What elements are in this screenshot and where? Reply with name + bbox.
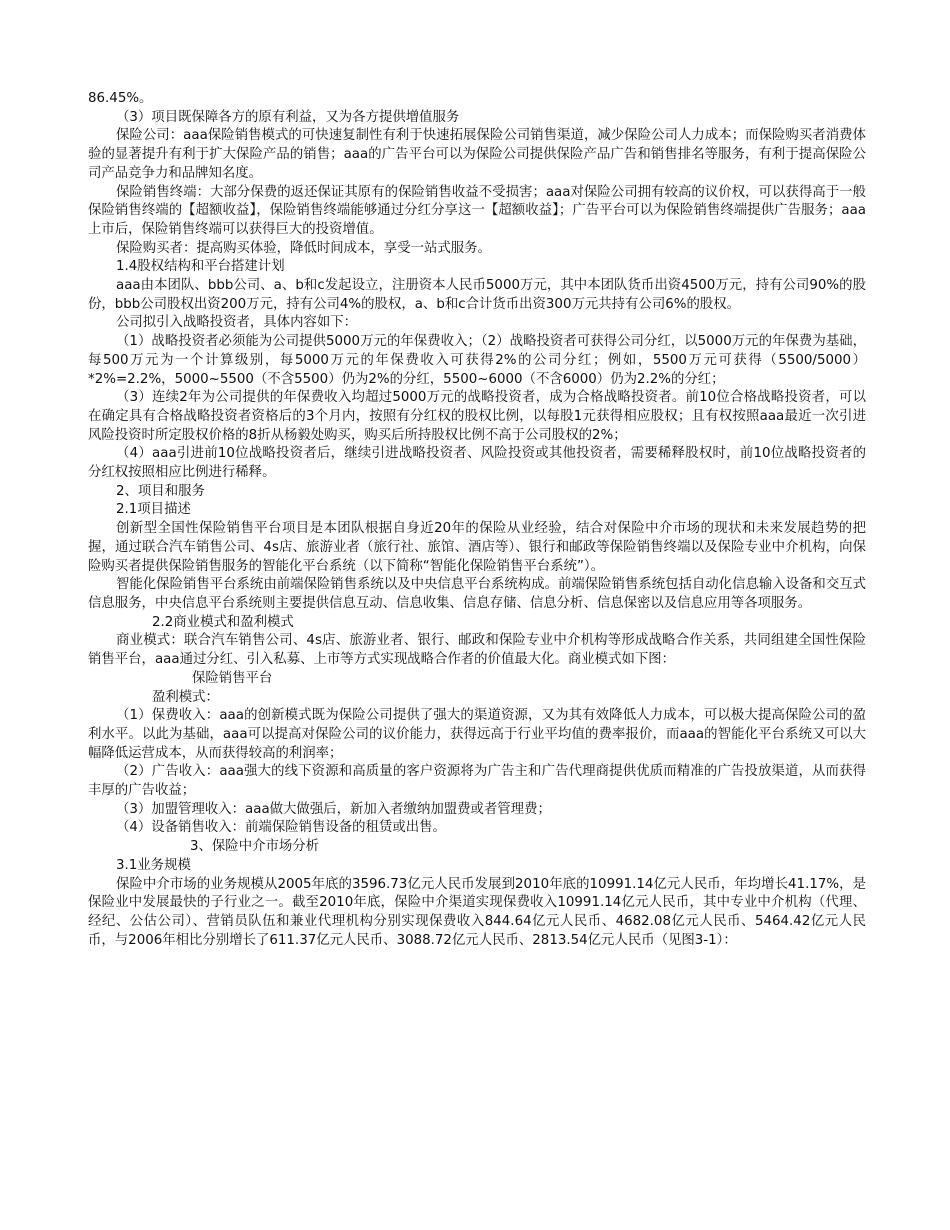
paragraph: 智能化保险销售平台系统由前端保险销售系统以及中央信息平台系统构成。前端保险销售系统包括自动化信息输入设备和交互式信息服务，中央信息平台系统则主要提供信息互动、信息收集、信息存储、信息分析、信息保密以及信息应用等各项服务。 [88,577,866,611]
paragraph: （3）加盟管理收入：aaa做大做强后，新加入者缴纳加盟费或者管理费； [116,801,551,817]
section-heading: 2.2商业模式和盈利模式 [152,614,294,630]
section-heading: 3.1业务规模 [116,857,191,873]
figure-caption: 保险销售平台 [192,670,273,686]
section-heading: 2、项目和服务 [116,483,205,499]
paragraph: 保险购买者：提高购买体验，降低时间成本，享受一站式服务。 [116,240,491,256]
paragraph: 保险销售终端：大部分保费的返还保证其原有的保险销售收益不受损害；aaa对保险公司拥有较高的议价权，可以获得高于一般保险销售终端的【超额收益】，保险销售终端能够通过分红分享这一【超额收益】；广告平台可以为保险销售终端提供广告服务；aaa上市后，保险销售终端可以获得巨大的投资增值。 [88,184,866,237]
section-heading: 2.1项目描述 [116,502,191,518]
subheading: 盈利模式： [152,689,219,705]
paragraph: （1）战略投资者必须能为公司提供5000万元的年保费收入；（2）战略投资者可获得公司分红，以5000万元的年保费为基础，每500万元为一个计算级别，每5000万元的年保费收入可获得2%的公司分红；例如，5500万元可获得（5500/5000）*2%=2.2%，5000~5500（不含5500）仍为2%的分红，5500~6000（不含6000）仍为2.2%的分红； [88,334,866,387]
paragraph: 86.45%。 [88,91,153,106]
paragraph: 保险公司：aaa保险销售模式的可快速复制性有利于快速拓展保险公司销售渠道，减少保险公司人力成本；而保险购买者消费体验的显著提升有利于扩大保险产品的销售；aaa的广告平台可以为保险公司提供保险产品广告和销售排名等服务，有利于提高保险公司产品竞争力和品牌知名度。 [88,128,866,181]
paragraph: （4）设备销售收入：前端保险销售设备的租赁或出售。 [116,820,446,836]
paragraph: （1）保费收入：aaa的创新模式既为保险公司提供了强大的渠道资源，又为其有效降低人力成本，可以极大提高保险公司的盈利水平。以此为基础，aaa可以提高对保险公司的议价能力，获得远高于行业平均值的费率报价，而aaa的智能化平台系统又可以大幅降低运营成本，从而获得较高的利润率； [88,708,866,761]
paragraph: 商业模式：联合汽车销售公司、4s店、旅游业者、银行、邮政和保险专业中介机构等形成战略合作关系，共同组建全国性保险销售平台，aaa通过分红、引入私募、上市等方式实现战略合作者的价值最大化。商业模式如下图： [88,633,866,668]
section-heading: 3、保险中介市场分析 [190,839,320,855]
paragraph: aaa由本团队、bbb公司、a、b和c发起设立，注册资本人民币5000万元，其中本团队货币出资4500万元，持有公司90%的股份，bbb公司股权出资200万元，持有公司4%的股权，a、b和c合计货币出资300万元共持有公司6%的股权。 [88,278,866,312]
paragraph: （3）项目既保障各方的原有利益，又为各方提供增值服务 [116,109,460,125]
paragraph: 保险中介市场的业务规模从2005年底的3596.73亿元人民币发展到2010年底的10991.14亿元人民币，年均增长41.17%，是保险业中发展最快的子行业之一。截至2010年底，保险中介渠道实现保费收入10991.14亿元人民币，其中专业中介机构（代理、经纪、公估公司）、营销员队伍和兼业代理机构分别实现保费收入844.64亿元人民币、4682.08亿元人民币、5464.42亿元人民币，与2006年相比分别增长了611.37亿元人民币、3088.72亿元人民币、2813.54亿元人民币（见图3-1）： [88,876,866,948]
paragraph: 创新型全国性保险销售平台项目是本团队根据自身近20年的保险从业经验，结合对保险中介市场的现状和未来发展趋势的把握，通过联合汽车销售公司、4s店、旅游业者（旅行社、旅馆、酒店等）、银行和邮政等保险销售终端以及保险专业中介机构，向保险购买者提供保险销售服务的智能化平台系统（以下简称“智能化保险销售平台系统”）。 [88,521,866,574]
paragraph: （4）aaa引进前10位战略投资者后，继续引进战略投资者、风险投资或其他投资者，需要稀释股权时，前10位战略投资者的分红权按照相应比例进行稀释。 [88,446,866,481]
section-heading: 1.4股权结构和平台搭建计划 [116,259,285,275]
paragraph: （3）连续2年为公司提供的年保费收入均超过5000万元的战略投资者，成为合格战略投资者。前10位合格战略投资者，可以在确定具有合格战略投资者资格后的3个月内，按照有分红权的股权比例，以每股1元获得相应股权；且有权按照aaa最近一次引进风险投资时所定股权价格的8折从杨毅处购买，购买后所持股权比例不高于公司股权的2%； [88,390,866,443]
paragraph: （2）广告收入：aaa强大的线下资源和高质量的客户资源将为广告主和广告代理商提供优质而精准的广告投放渠道，从而获得丰厚的广告收益； [88,764,866,799]
paragraph: 公司拟引入战略投资者，具体内容如下： [116,315,358,331]
